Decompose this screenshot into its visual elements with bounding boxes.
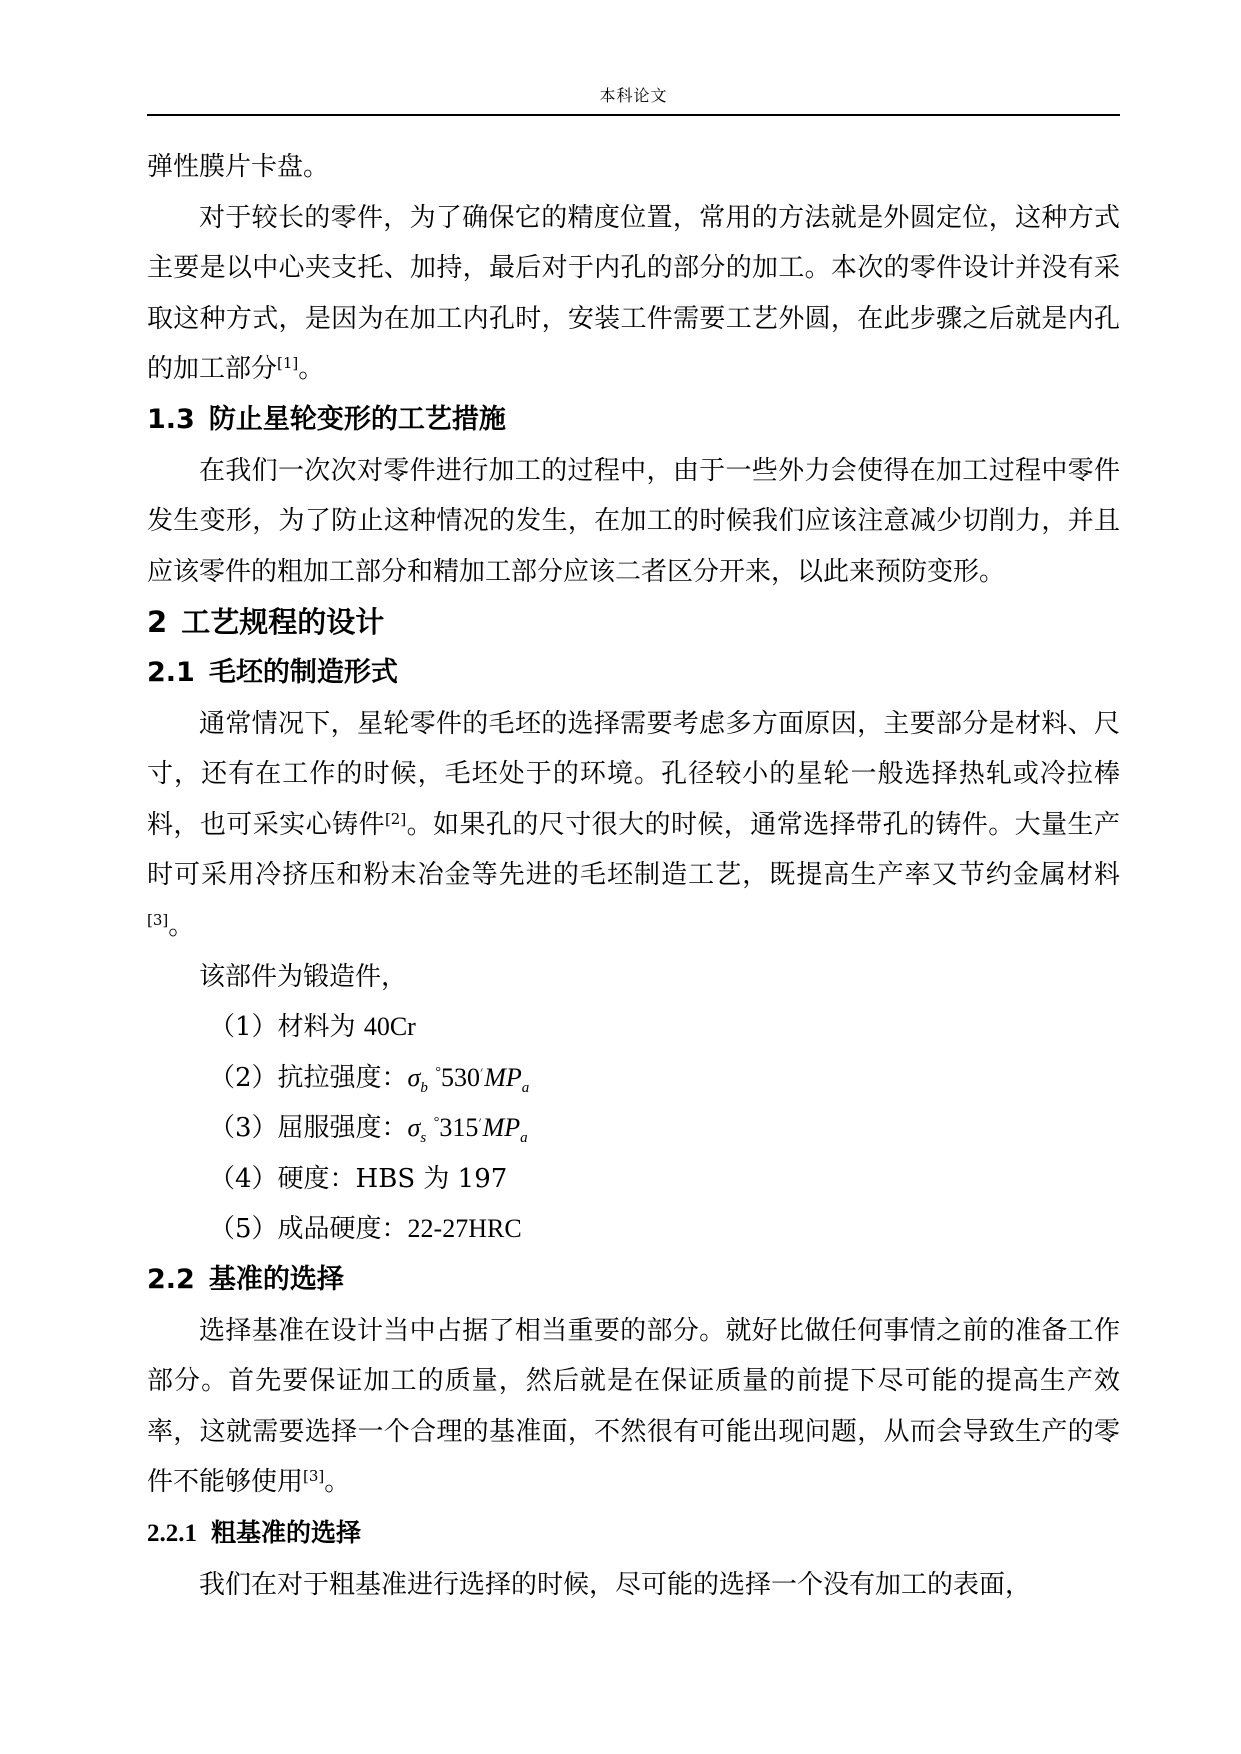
paragraph-text: 对于较长的零件，为了确保它的精度位置，常用的方法就是外圆定位，这种方式主要是以中心夹支托、加持，最后对于内孔的部分的加工。本次的零件设计并没有采取这种方式，是因为在加工内孔时，安装工件需要工艺外圆，在此步骤之后就是内孔的加工部分 xyxy=(147,202,1120,385)
paragraph-text: 通常情况下，星轮零件的毛坯的选择需要考虑多方面原因，主要部分是材料、尺寸，还有在工作的时候，毛坯处于的环境。孔径较小的星轮一般选择热轧或冷拉棒料，也可采实心铸件 xyxy=(147,708,1120,840)
formula-unit: MP xyxy=(482,1113,521,1143)
property-item xyxy=(147,1053,1120,1104)
formula-unit: MP xyxy=(484,1062,522,1092)
formula-value: 530 xyxy=(440,1062,480,1092)
citation-ref: [2] xyxy=(384,809,407,828)
section-title: 工艺规程的设计 xyxy=(181,605,385,640)
section-number: 1.3 xyxy=(147,403,195,435)
property-value: 22-27HRC xyxy=(407,1214,522,1244)
property-item xyxy=(147,1002,1120,1053)
formula-value: 315 xyxy=(439,1113,479,1143)
formula-unit-subscript: a xyxy=(520,1130,528,1147)
section-number: 2.1 xyxy=(147,656,195,688)
property-item xyxy=(147,1154,1120,1205)
page-body xyxy=(147,142,1120,1610)
formula-relation-glyph: ׳° xyxy=(435,1064,484,1080)
formula-relation-glyph: ׳° xyxy=(433,1115,482,1131)
section-title: 毛坯的制造形式 xyxy=(208,656,398,688)
paragraph-text: 。如果孔的尺寸很大的时候，通常选择带孔的铸件。大量生产时可采用冷挤压和粉末冶金等先进的毛坯制造工艺，既提高生产率又节约金属材料 xyxy=(147,809,1120,891)
property-item xyxy=(147,1204,1120,1255)
paragraph-long-parts xyxy=(147,193,1120,395)
property-label: （1）材料为 xyxy=(209,1012,364,1043)
paragraph-deformation: 在我们一次次对零件进行加工的过程中，由于一些外力会使得在加工过程中零件发生变形，为了防止这种情况的发生，在加工的时候我们应该注意减少切削力，并且应该零件的粗加工部分和精加工部分应该二者区分开来，以此来预防变形。 xyxy=(147,455,1120,587)
section-number: 2.2 xyxy=(147,1264,195,1296)
paragraph-datum xyxy=(147,1306,1120,1508)
paragraph-forging: 该部件为锻造件， xyxy=(199,961,408,992)
header-rule xyxy=(147,114,1120,116)
property-value: 40Cr xyxy=(363,1012,416,1042)
paragraph-rough-datum: 我们在对于粗基准进行选择的时候，尽可能的选择一个没有加工的表面， xyxy=(199,1569,1032,1600)
citation-ref: [3] xyxy=(147,910,169,929)
paragraph-text: 选择基准在设计当中占据了相当重要的部分。就好比做任何事情之前的准备工作部分。首先要保证加工的质量，然后就是在保证质量的前提下尽可能的提高生产效率，这就需要选择一个合理的基准面，不然很有可能出现问题，从而会导致生产的零件不能够使用 xyxy=(147,1315,1120,1498)
property-value: HBS 为 197 xyxy=(355,1163,508,1194)
section-number: 2 xyxy=(147,605,168,640)
citation-ref: [3] xyxy=(303,1467,325,1486)
paragraph-end: 。 xyxy=(324,1467,351,1498)
section-heading-2-2-1 xyxy=(147,1508,1120,1560)
citation-ref: [1] xyxy=(277,354,299,373)
formula-symbol: σ xyxy=(407,1062,421,1092)
paragraph-continued: 弹性膜片卡盘。 xyxy=(147,152,330,182)
formula-symbol: σ xyxy=(407,1113,421,1143)
formula-subscript: s xyxy=(420,1130,427,1147)
formula-unit-subscript: a xyxy=(521,1079,530,1096)
section-title: 基准的选择 xyxy=(208,1264,344,1296)
section-heading-2-1 xyxy=(147,648,1120,699)
section-heading-2-2 xyxy=(147,1255,1120,1306)
section-heading-2 xyxy=(147,597,1120,648)
section-title: 防止星轮变形的工艺措施 xyxy=(208,403,506,435)
section-heading-1-3 xyxy=(147,395,1120,446)
property-label: （2）抗拉强度： xyxy=(209,1062,408,1093)
formula xyxy=(407,1062,530,1096)
property-label: （4）硬度： xyxy=(209,1163,356,1194)
running-header: 本科论文 xyxy=(599,86,668,105)
section-title: 粗基准的选择 xyxy=(211,1518,362,1548)
formula xyxy=(407,1113,528,1147)
paragraph-blank xyxy=(147,699,1120,952)
property-item xyxy=(147,1103,1120,1154)
property-label: （5）成品硬度： xyxy=(209,1214,408,1245)
property-label: （3）屈服强度： xyxy=(209,1113,408,1144)
paragraph-end: 。 xyxy=(298,354,325,385)
formula-subscript: b xyxy=(420,1079,428,1096)
paragraph-end: 。 xyxy=(168,910,195,941)
section-number: 2.2.1 xyxy=(147,1520,197,1548)
